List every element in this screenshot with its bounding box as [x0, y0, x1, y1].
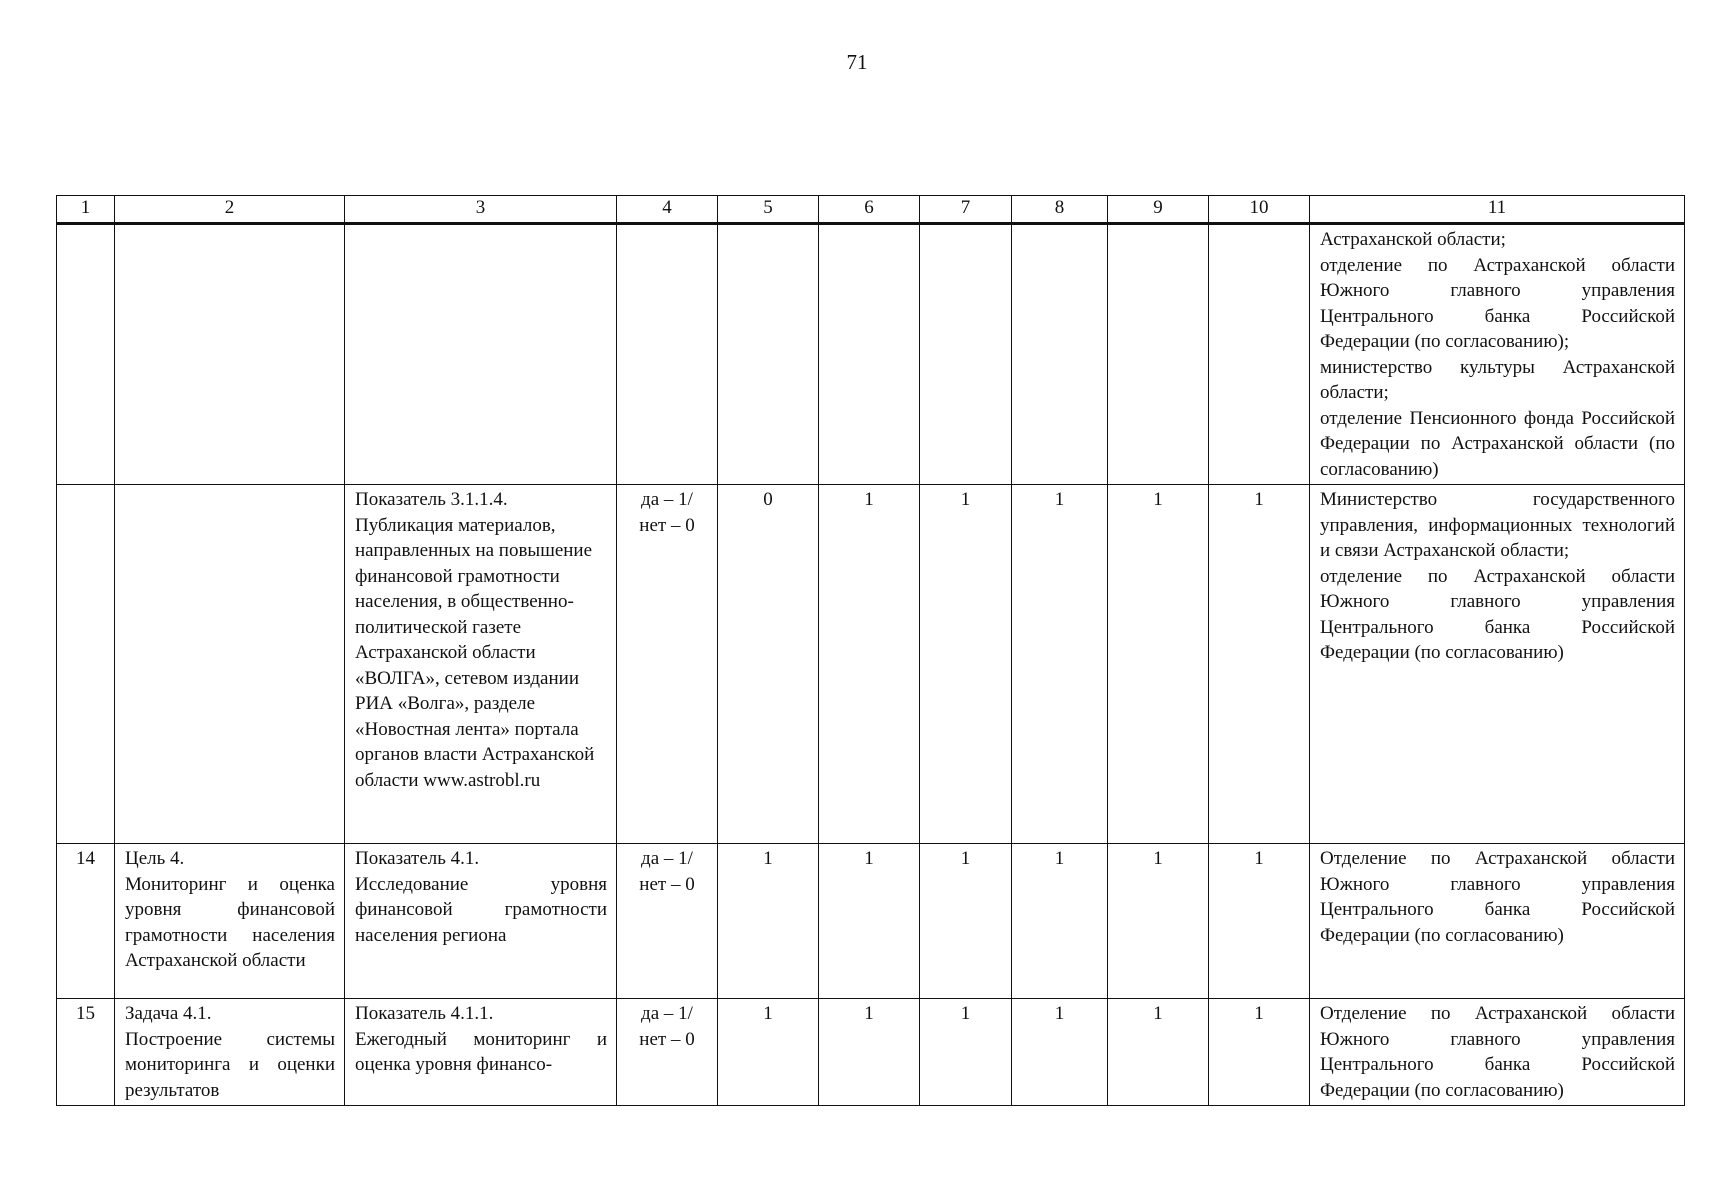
- value-cell: 1: [1012, 485, 1108, 844]
- responsible-cell: Астраханской области; отделение по Астраханской области Южного главного управления Центрального банка Российской Федерации (по согласованию); министерство культуры Астраханской области; отделение Пенсионного фонда Российской Федерации по Астраханской области (по согласованию): [1310, 224, 1685, 485]
- indicator-cell: Показатель 4.1.1. Ежегодный мониторинг и оценка уровня финансо-: [345, 999, 617, 1106]
- value-cell: 1: [1012, 999, 1108, 1106]
- column-header: 2: [115, 196, 345, 224]
- value-cell: [1209, 224, 1310, 485]
- column-header: 8: [1012, 196, 1108, 224]
- column-header: 6: [819, 196, 920, 224]
- row-number-cell: 15: [57, 999, 115, 1106]
- column-header: 3: [345, 196, 617, 224]
- column-header: 11: [1310, 196, 1685, 224]
- value-cell: [920, 224, 1012, 485]
- value-cell: 1: [1012, 844, 1108, 999]
- column-header: 7: [920, 196, 1012, 224]
- goal-cell: Задача 4.1. Построение системы мониторинга и оценки результатов: [115, 999, 345, 1106]
- indicator-cell: Показатель 4.1. Исследование уровня финансовой грамотности населения региона: [345, 844, 617, 999]
- value-cell: 1: [819, 485, 920, 844]
- goal-cell: [115, 224, 345, 485]
- value-cell: 1: [718, 999, 819, 1106]
- value-cell: 1: [920, 485, 1012, 844]
- column-header: 4: [617, 196, 718, 224]
- value-cell: 1: [1108, 999, 1209, 1106]
- goal-cell: [115, 485, 345, 844]
- header-row: [57, 196, 1685, 224]
- table-row: [57, 485, 1685, 844]
- value-cell: [1108, 224, 1209, 485]
- row-number-cell: 14: [57, 844, 115, 999]
- value-cell: 0: [718, 485, 819, 844]
- program-table: [56, 195, 1685, 1106]
- goal-cell: Цель 4. Мониторинг и оценка уровня финансовой грамотности населения Астраханской области: [115, 844, 345, 999]
- value-cell: 1: [1209, 999, 1310, 1106]
- responsible-cell: Отделение по Астраханской области Южного главного управления Центрального банка Российской Федерации (по согласованию): [1310, 999, 1685, 1106]
- value-cell: 1: [920, 844, 1012, 999]
- unit-cell: [617, 224, 718, 485]
- value-cell: 1: [1108, 844, 1209, 999]
- column-header: 5: [718, 196, 819, 224]
- indicator-cell: [345, 224, 617, 485]
- value-cell: 1: [1108, 485, 1209, 844]
- value-cell: 1: [718, 844, 819, 999]
- unit-cell: да – 1/ нет – 0: [617, 844, 718, 999]
- row-number-cell: [57, 224, 115, 485]
- row-number-cell: [57, 485, 115, 844]
- table-row: [57, 844, 1685, 999]
- responsible-cell: Министерство государственного управления, информационных технологий и связи Астраханской области; отделение по Астраханской области Южного главного управления Центрального банка Российской Федерации (по согласованию): [1310, 485, 1685, 844]
- value-cell: [1012, 224, 1108, 485]
- value-cell: 1: [920, 999, 1012, 1106]
- column-header: 9: [1108, 196, 1209, 224]
- value-cell: 1: [1209, 844, 1310, 999]
- table-row: [57, 224, 1685, 485]
- column-header: 10: [1209, 196, 1310, 224]
- value-cell: [819, 224, 920, 485]
- responsible-cell: Отделение по Астраханской области Южного главного управления Центрального банка Российской Федерации (по согласованию): [1310, 844, 1685, 999]
- unit-cell: да – 1/ нет – 0: [617, 485, 718, 844]
- unit-cell: да – 1/ нет – 0: [617, 999, 718, 1106]
- value-cell: 1: [819, 999, 920, 1106]
- value-cell: [718, 224, 819, 485]
- value-cell: 1: [819, 844, 920, 999]
- column-header: 1: [57, 196, 115, 224]
- table-row: [57, 999, 1685, 1106]
- indicator-cell: Показатель 3.1.1.4. Публикация материалов, направленных на повышение финансовой грамотности населения, в общественно-политической газете Астраханской области «ВОЛГА», сетевом издании РИА «Волга», разделе «Новостная лента» портала органов власти Астраханской области www.astrobl.ru: [345, 485, 617, 844]
- value-cell: 1: [1209, 485, 1310, 844]
- page-number: 71: [846, 50, 868, 74]
